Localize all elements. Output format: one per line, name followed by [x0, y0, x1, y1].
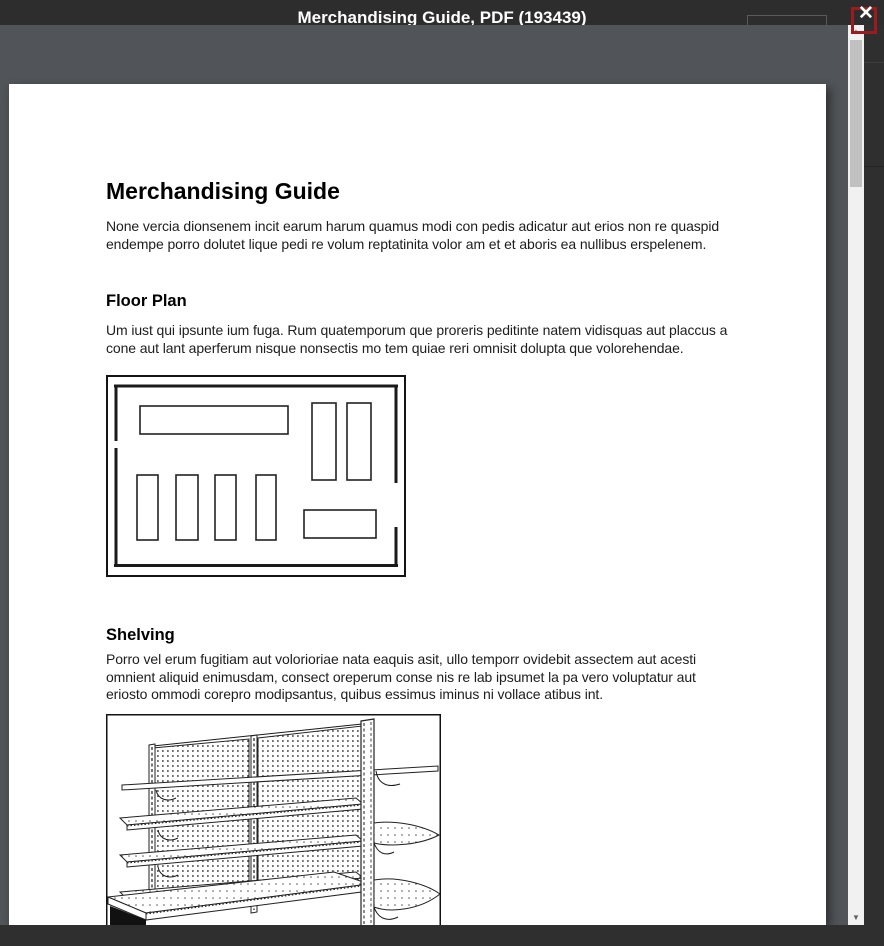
scrollbar-track[interactable]	[848, 25, 864, 925]
background-seam	[864, 62, 884, 63]
floor-plan-figure	[106, 375, 406, 577]
shelving-paragraph: Porro vel erum fugitiam aut volorioriae nata eaquis asit, ullo temporr ovidebit assectem aut acesti omnient aliquid enimusdam, consect oreperum conse nis re lab ipsumet la pa vero voluptatur aut eriosto ommodi corepro modipsantus, quibus essimus iminus ni vollace atibus int.	[106, 651, 697, 702]
scroll-up-button[interactable]	[848, 25, 864, 39]
pdf-page-content	[9, 178, 826, 925]
section-heading-floor-plan: Floor Plan	[106, 292, 187, 310]
close-button[interactable]	[854, 2, 878, 26]
scroll-down-button[interactable]	[848, 911, 864, 925]
dimmed-field-outline	[747, 15, 827, 25]
scrollbar-thumb[interactable]	[850, 40, 862, 187]
intro-paragraph: None vercia dionsenem incit earum harum quamus modi con pedis adicatur aut erios non re quaspid endempe porro dolutet lique pedi re volum reptatinita volor am et et aboris ea nullibus erspelenem.	[106, 218, 720, 252]
section-heading-shelving: Shelving	[106, 626, 175, 644]
floor-plan-paragraph: Um iust qui ipsunte ium fuga. Rum quatemporum que proreris peditinte natem vidisquas aut placcus a cone aut lant aperferum nisque nonsectis mo tem quiae reri omnisit dolupta que volorehendae.	[106, 322, 728, 356]
document-title: Merchandising Guide	[106, 178, 340, 204]
scroll-down-icon: ▼	[852, 913, 860, 922]
window-title-bar	[0, 0, 884, 25]
dialog-title: Merchandising Guide, PDF (193439)	[297, 8, 587, 25]
background-seam	[864, 166, 884, 167]
pdf-viewer-modal	[0, 25, 848, 925]
close-icon: ✕	[858, 3, 874, 24]
shelving-figure	[106, 714, 441, 926]
scroll-up-icon: ▲	[852, 27, 860, 36]
pdf-page	[9, 84, 826, 925]
